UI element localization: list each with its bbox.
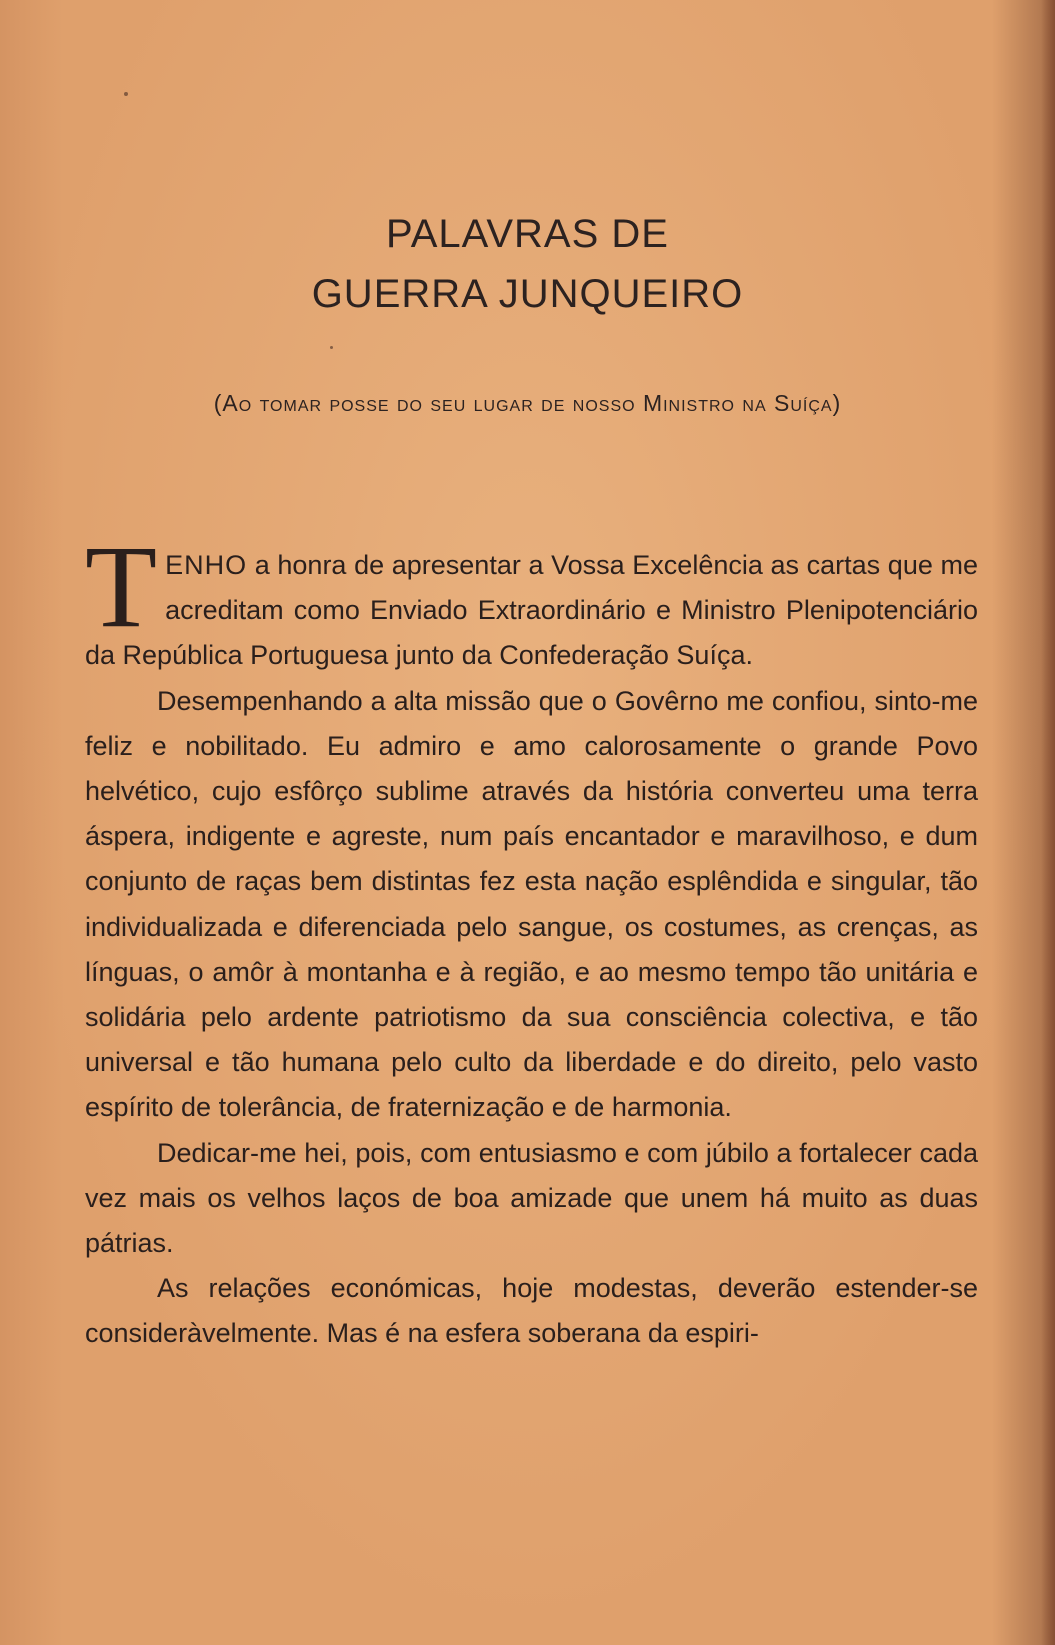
paragraph-1-text: a honra de apresentar a Vossa Excelência as cartas que me acreditam como Enviado Extraordinário e Ministro Plenipotenciário da República Portuguesa junto da Confederação Suíça. (85, 550, 978, 671)
paragraph-3: Dedicar-me hei, pois, com entusiasmo e com júbilo a fortalecer cada vez mais os velhos laços de boa amizade que unem há muito as duas pátrias. (85, 1137, 978, 1259)
page-subtitle: (Ao tomar posse do seu lugar de nosso Ministro na Suíça) (213, 390, 842, 416)
paper-speck (124, 92, 128, 96)
paragraph-2: Desempenhando a alta missão que o Govêrno me confiou, sinto-me feliz e nobilitado. Eu admiro e amo calorosamente o grande Povo helvético, cujo esfôrço sublime através da história converteu uma terra áspera, indigente e agreste, num país encantador e maravilhoso, e dum conjunto de raças bem distintas fez esta nação esplêndida e singular, tão individualizada e diferenciada pelo sangue, os costumes, as crenças, as línguas, o amôr à montanha e à região, e ao mesmo tempo tão unitária e solidária pelo ardente patriotismo da sua consciência colectiva, e tão universal e tão humana pelo culto da liberdade e do direito, pelo vasto espírito de tolerância, de fraternização e de harmonia. (85, 685, 978, 1123)
paragraph-1 (85, 521, 978, 679)
paper-speck (330, 346, 333, 349)
paragraph-4: As relações económicas, hoje modestas, deverão estender-se consideràvelmente. Mas é na esfera soberana da espiri- (85, 1273, 978, 1349)
drop-cap: T (85, 521, 158, 652)
opening-word: ENHO (165, 550, 248, 580)
page-title-line-1: PALAVRAS DE (386, 212, 669, 256)
speech-text (85, 521, 978, 1357)
page-title-line-2: GUERRA JUNQUEIRO (311, 272, 744, 316)
